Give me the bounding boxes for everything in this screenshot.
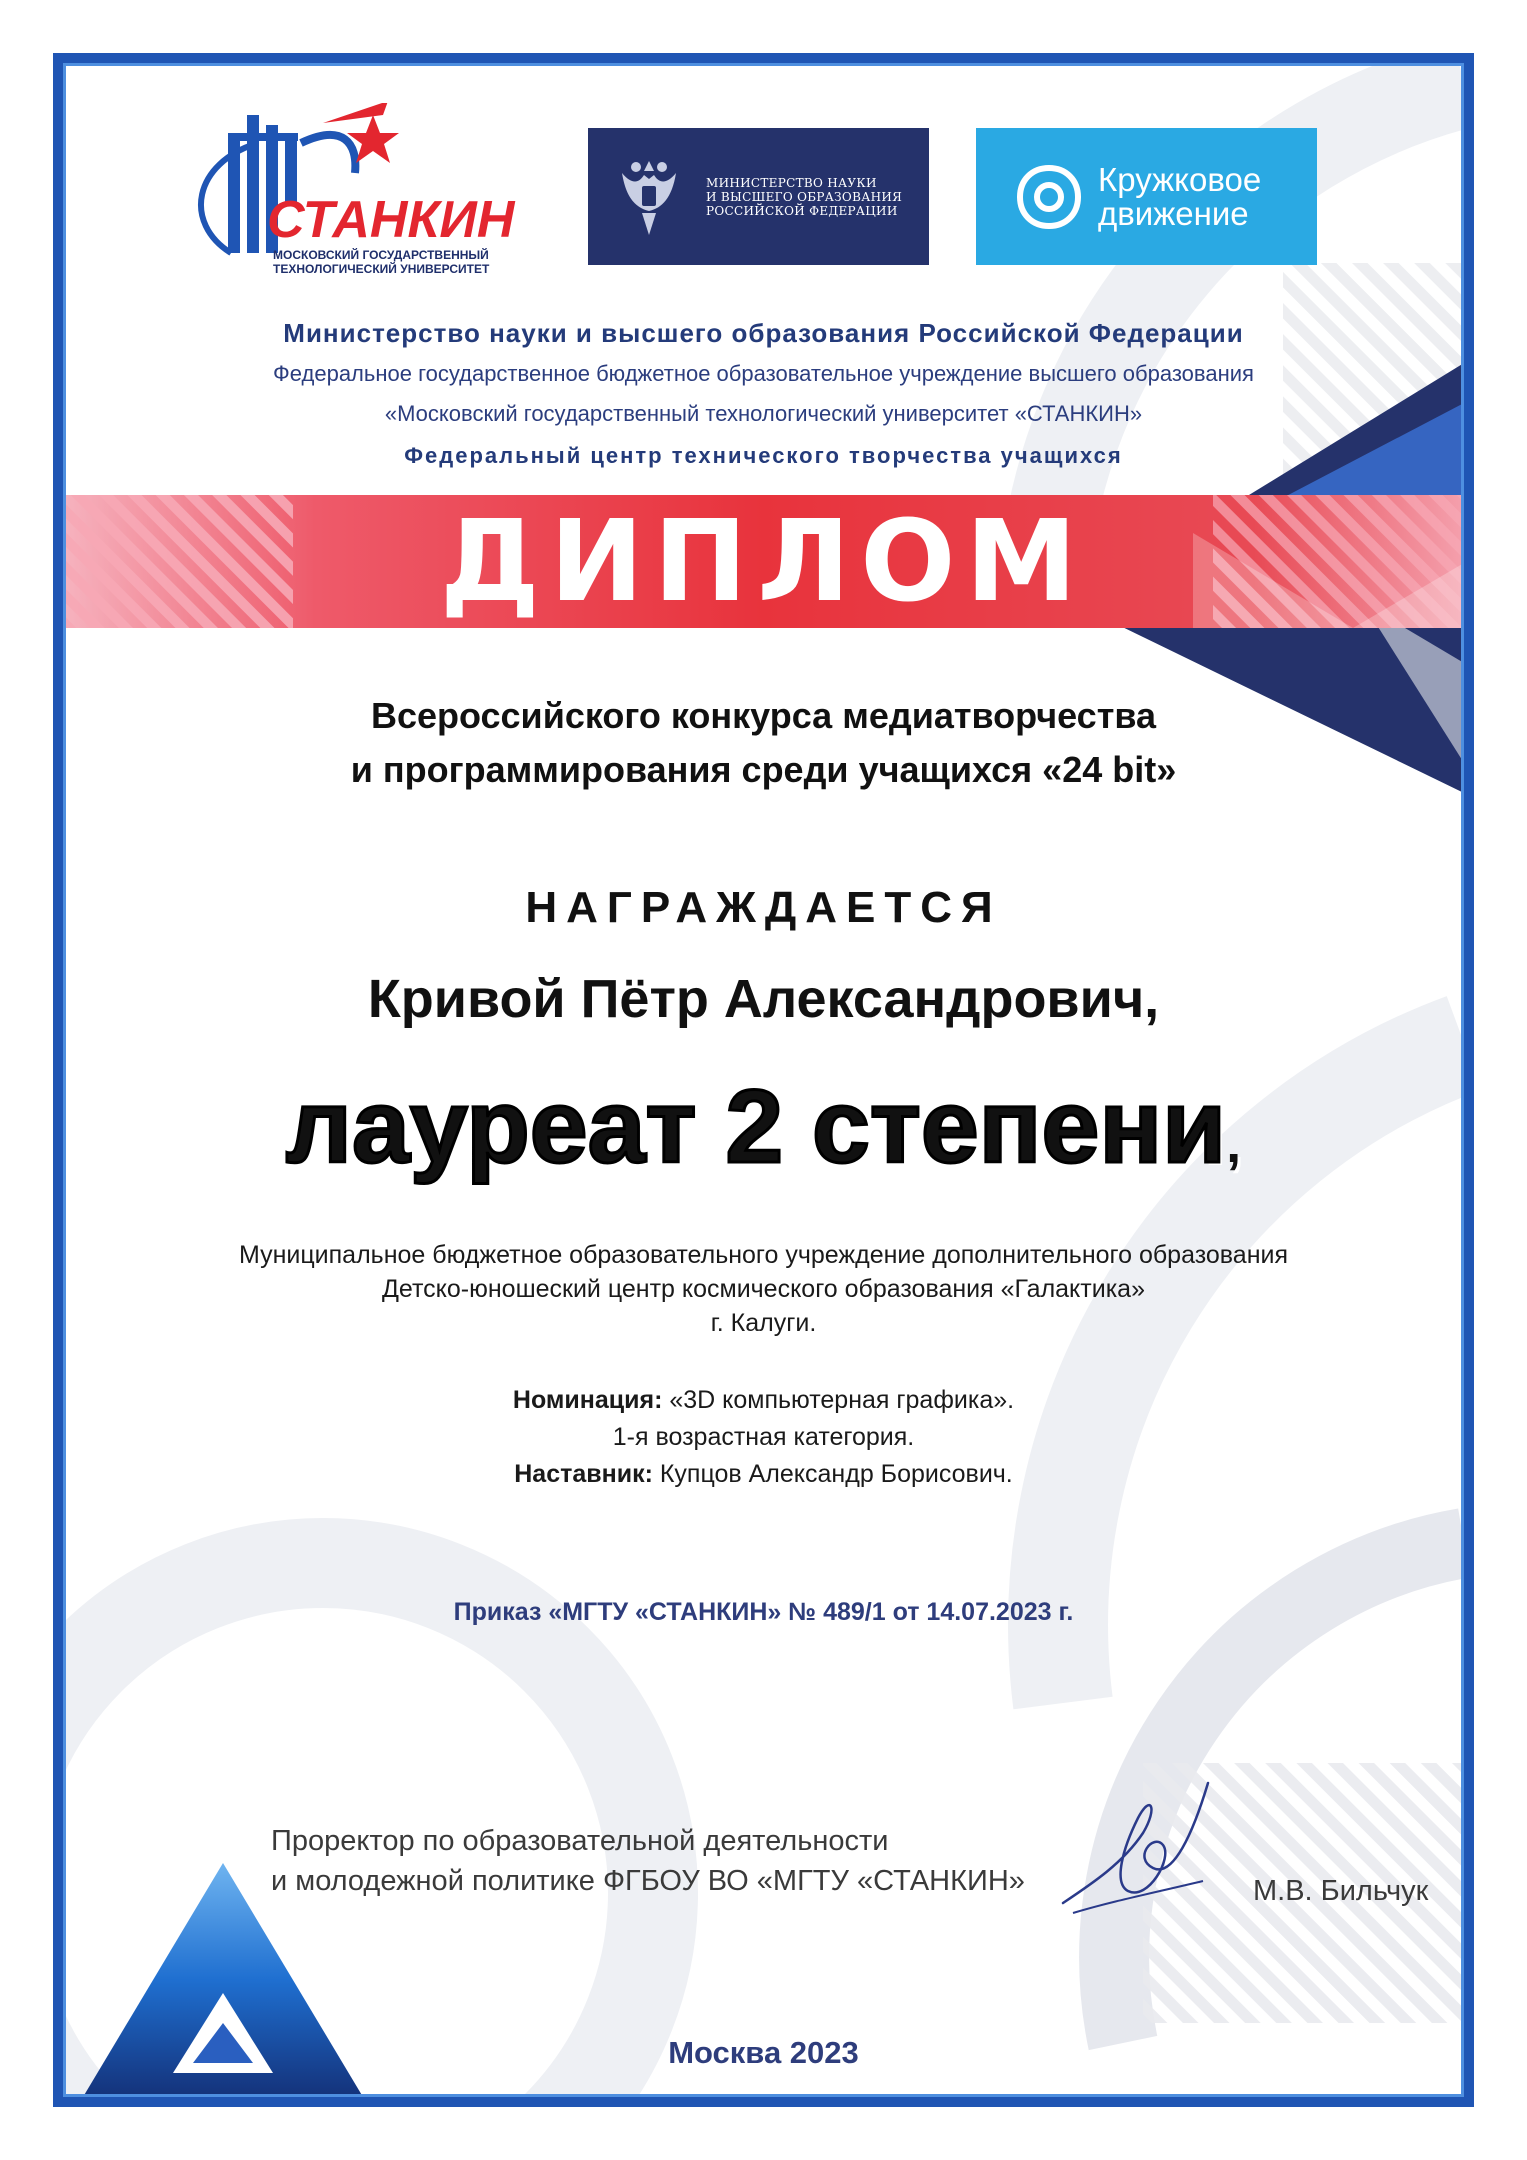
organization-line-3: г. Калуги. [710, 1309, 817, 1337]
kruzhok-logo [976, 128, 1317, 265]
nomination-label: Номинация: [512, 1386, 663, 1414]
laureate-degree [63, 1068, 1464, 1187]
header-fgbou: Федеральное государственное бюджетное образовательное учреждение высшего образования [273, 361, 1254, 386]
city-year: Москва 2023 [668, 2035, 859, 2070]
header-ministry: Министерство науки и высшего образования Российской Федерации [283, 318, 1244, 348]
handwritten-signature [1053, 1763, 1223, 1923]
stankin-logo-name: СТАНКИН [267, 191, 515, 249]
ministry-logo [588, 128, 929, 265]
ministry-logo-line: И ВЫСШЕГО ОБРАЗОВАНИЯ [706, 189, 903, 204]
stankin-logo [173, 103, 538, 288]
awardee-name [63, 968, 1464, 1030]
order-reference: Приказ «МГТУ «СТАНКИН» № 489/1 от 14.07.2023 г. [453, 1598, 1074, 1626]
mentor-line [63, 1460, 1464, 1489]
signatory-title-line-1: Проректор по образовательной деятельности [271, 1825, 889, 1857]
eagle-emblem-icon [614, 153, 684, 241]
age-category: 1-я возрастная категория. [612, 1423, 915, 1451]
organization-line-2: Детско-юношеский центр космического образования «Галактика» [381, 1275, 1145, 1303]
nomination-value: «3D компьютерная графика». [662, 1386, 1015, 1414]
stankin-logo-subtitle: МОСКОВСКИЙ ГОСУДАРСТВЕННЫЙ [273, 248, 489, 262]
signer-name: М.В. Бильчук [1253, 1875, 1429, 1907]
awarded-heading: НАГРАЖДАЕТСЯ [525, 883, 1002, 932]
ministry-logo-line: МИНИСТЕРСТВО НАУКИ [706, 175, 877, 190]
mentor-value: Купцов Александр Борисович. [652, 1460, 1013, 1488]
ministry-logo-line: РОССИЙСКОЙ ФЕДЕРАЦИИ [706, 203, 898, 218]
kruzhok-logo-line: Кружковое [1098, 160, 1262, 198]
contest-line-2: и программирования среди учащихся «24 bit» [350, 749, 1177, 790]
stankin-logo-subtitle: ТЕХНОЛОГИЧЕСКИЙ УНИВЕРСИТЕТ [273, 262, 490, 276]
kruzhok-emblem-icon [1014, 162, 1084, 232]
signatory-title-line-2: и молодежной политике ФГБОУ ВО «МГТУ «СТАНКИН» [271, 1865, 1025, 1897]
header-center: Федеральный центр технического творчества учащихся [404, 443, 1123, 468]
diploma-title: ДИПЛОМ [440, 497, 1087, 627]
awardee-name-text: Кривой Пётр Александрович [367, 969, 1145, 1029]
laureate-degree-text: лауреат 2 степени [285, 1069, 1227, 1185]
awardee-name-comma: , [1144, 969, 1160, 1029]
laureate-degree-comma: , [1226, 1114, 1242, 1174]
header-university: «Московский государственный технологический университет «СТАНКИН» [384, 401, 1143, 426]
nomination-line [63, 1386, 1464, 1415]
contest-line-1: Всероссийского конкурса медиатворчества [370, 695, 1157, 736]
diploma-frame [53, 53, 1474, 2107]
mentor-label: Наставник: [514, 1460, 653, 1488]
kruzhok-logo-line: движение [1098, 194, 1249, 232]
organization-line-1: Муниципальное бюджетное образовательного учреждение дополнительного образования [238, 1241, 1289, 1269]
